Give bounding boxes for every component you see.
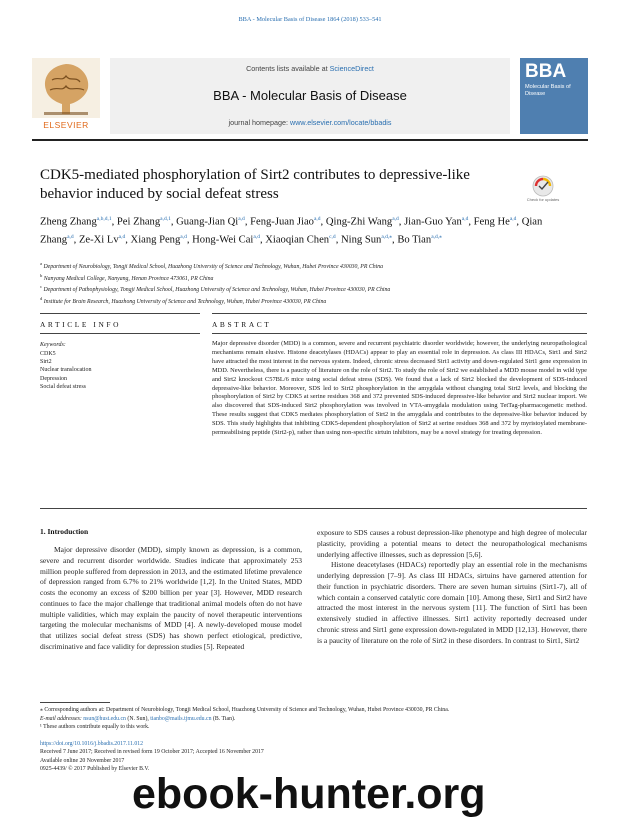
affiliation — [40, 260, 580, 272]
abstract-rule — [212, 313, 587, 314]
intro-left-column — [40, 545, 302, 653]
article-info-rule — [40, 313, 200, 314]
watermark: ebook-hunter.org — [132, 770, 486, 818]
masthead — [32, 58, 588, 136]
author-name[interactable]: Xiang Peng — [130, 234, 181, 246]
sciencedirect-link[interactable]: ScienceDirect — [329, 64, 374, 73]
email-link-tian[interactable]: tianbo@mails.tjmu.edu.cn — [150, 715, 212, 722]
keyword: Nuclear translocation — [40, 367, 92, 374]
footnotes — [40, 706, 585, 732]
author-name[interactable]: Ning Sun — [340, 234, 382, 246]
doi-link[interactable]: https://doi.org/10.1016/j.bbadis.2017.11.012 — [40, 741, 144, 747]
affiliation-text: Department of Neurobiology, Tongji Medical School, Huazhong University of Science and Technology, Wuhan, Hubei Province 430030, PR China — [42, 263, 384, 270]
contents-prefix: Contents lists available at — [246, 64, 328, 73]
author-affiliation-marks: a,d — [313, 216, 321, 222]
author-affiliation-marks: a,d — [509, 216, 517, 222]
intro-right-column — [317, 528, 587, 646]
abstract-heading: ABSTRACT — [212, 320, 272, 329]
introduction-heading: 1. Introduction — [40, 527, 89, 536]
email-name-tian: (B. Tian). — [212, 715, 236, 722]
email-link-sun[interactable]: nsun@hust.edu.cn — [83, 715, 126, 722]
keyword-list — [40, 350, 91, 391]
author-name[interactable]: Pei Zhang — [116, 216, 161, 228]
email-name-sun: (N. Sun), — [127, 715, 149, 722]
author-name[interactable]: Guang-Jian Qi — [176, 216, 239, 228]
affiliation-text: Department of Pathophysiology, Tongji Medical School, Huazhong University of Science and Technology, Wuhan, Hubei Province 430030, PR China — [42, 286, 391, 293]
keywords-label: Keywords: — [40, 342, 66, 348]
author-name[interactable]: Bo Tian — [397, 234, 432, 246]
article-title: CDK5-mediated phosphorylation of Sirt2 contributes to depressive-like behavior induced by social defeat stress — [40, 167, 470, 202]
author-affiliation-marks: a,b,d,1 — [96, 216, 112, 222]
intro-paragraph-3: Histone deacetylases (HDACs) reportedly play an essential role in the mechanisms underlying depression [7–9]. As class III HDACs, sirtuins have garnered attention for their function in psychiatric disorders. There are seven human sirtuins (Sirt1-7), all of which contain a conserved catalytic core domain [10]. Among these, Sirt1 and Sirt2 have attracted the most interest in the nervous system [11]. The function of Sirt1 has been extensively studied in affective illnesses. Sirt1 activity reportedly decreased under chronic stress and Sirt1 gene expression down-regulated in MDD [12,13]. However, there is a paucity of literature on the role of Sirt2 in these disorders. In contrast to Sirt1, Sirt2 — [317, 560, 587, 645]
elsevier-tree-icon — [32, 58, 100, 118]
article-info-rule-bottom — [40, 333, 200, 334]
keyword: Depression — [40, 375, 67, 382]
contents-line — [110, 64, 510, 73]
author-name[interactable]: Qing-Zhi Wang — [325, 216, 393, 228]
affiliation-list — [40, 260, 580, 306]
footnote-rule — [40, 702, 110, 703]
author-name[interactable]: Hong-Wei Cai — [192, 234, 254, 246]
author-name[interactable]: Xiaoqian Chen — [265, 234, 330, 246]
affiliation-mark: a — [40, 261, 43, 266]
journal-header — [110, 58, 510, 134]
equal-contribution-note: ¹ These authors contribute equally to this work. — [40, 724, 150, 730]
affiliation — [40, 283, 580, 295]
author-affiliation-marks: a,d,⁎ — [381, 233, 393, 240]
author-list: Zheng Zhang$^{a,b,d,1}$, Pei Zhang$^{a,d,1}$, Guang-Jian Qi$^{a,d}$, Feng-Juan Jiao$^{a,d}$, Qing-Zhi Wang$^{a,d}$, Jian-Guo Yan$^{a,d}$, Feng He$^{a,d}$, Qian Zhang$^{a,d}$, Ze-Xi Lv$^{a,d}$, Xiang Peng$^{a,d}$, Hong-Wei Cai$^{a,d}$, Xiaoqian Chen$^{c,d}$, Ning Sun$^{a,d,⁎}$, Bo Tian$^{a,d,⁎}$ — [40, 216, 543, 246]
cover-title: BBA — [525, 61, 567, 82]
author-affiliation-marks: a,d,⁎ — [431, 233, 442, 240]
copyright: 0925-4439/ © 2017 Published by Elsevier B.V. — [40, 765, 150, 772]
check-for-updates-badge[interactable] — [526, 174, 560, 204]
email-note — [40, 715, 585, 724]
author-name[interactable]: Ze-Xi Lv — [78, 234, 119, 246]
author-affiliation-marks: a,d — [392, 216, 399, 222]
intro-paragraph-2: exposure to SDS causes a robust depression-like phenotype and high degree of molecular plasticity, providing a potential means to detect the neuropathological mechanisms underlying affective illnesses, such as depression [5,6]. — [317, 528, 587, 559]
author-name[interactable]: Qian Zhang — [40, 216, 543, 246]
author-name[interactable]: Feng He — [473, 216, 510, 228]
keyword: Sirt2 — [40, 359, 52, 366]
author-affiliation-marks: c,d — [329, 233, 336, 240]
affiliation-text: Institute for Brain Research, Huazhong University of Science and Technology, Wuhan, Hubei Province 430030, PR China — [42, 298, 327, 305]
author-name[interactable]: Zheng Zhang — [40, 216, 97, 228]
author-affiliation-marks: a,d — [253, 233, 260, 240]
email-label: E-mail addresses: — [40, 715, 82, 722]
journal-citation[interactable]: BBA - Molecular Basis of Disease 1864 (2018) 533–541 — [238, 16, 382, 23]
affiliation — [40, 295, 580, 307]
homepage-link[interactable]: www.elsevier.com/locate/bbadis — [290, 118, 392, 127]
author-affiliation-marks: a,d — [461, 216, 469, 222]
author-name[interactable]: Jian-Guo Yan — [404, 216, 462, 228]
journal-cover[interactable] — [520, 58, 588, 134]
affiliation — [40, 272, 580, 284]
article-info-heading: ARTICLE INFO — [40, 320, 122, 329]
author-affiliation-marks: a,d — [238, 216, 245, 222]
abstract-end-rule — [40, 508, 587, 509]
author-affiliation-marks: a,d,1 — [160, 216, 171, 222]
keyword: Social defeat stress — [40, 383, 86, 390]
affiliation-text: Nanyang Medical College, Nanyang, Henan Province 473061, PR China — [42, 275, 214, 282]
journal-name: BBA - Molecular Basis of Disease — [213, 88, 407, 103]
available-online: Available online 20 November 2017 — [40, 757, 125, 764]
affiliation-mark: b — [40, 272, 43, 278]
article-history — [40, 740, 340, 773]
author-affiliation-marks: a,d — [118, 233, 126, 240]
masthead-divider — [32, 139, 588, 141]
corresponding-note: ⁎ Corresponding authors at: Department of Neurobiology, Tongji Medical School, Huazhong University of Science and Technology, Wuhan, Hubei Province 430030, PR China. — [40, 707, 450, 713]
badge-label: Check for updates — [526, 197, 560, 202]
cover-subtitle: Molecular Basis of Disease — [525, 84, 571, 97]
elsevier-logo[interactable] — [32, 58, 100, 130]
homepage-line — [110, 118, 510, 127]
received-dates: Received 7 June 2017; Received in revised form 19 October 2017; Accepted 16 November 2017 — [40, 749, 264, 756]
intro-paragraph-1: Major depressive disorder (MDD), simply known as depression, is a common, severe and recurrent disorder worldwide. Studies indicate that approximately 253 million people suffered from depression in 2013, and the estimated lifetime prevalence of depression ranged from 6.7% to 21% worldwide [1,2]. In the United States, MDD costs the economy an excess of $200 billion per year [3]. However, MDD research continues to face the major challenge that traditional animal models often do not have multiple validities, which may explain the paucity of novel therapeutic interventions targeting the molecular mechanisms of MDD [4]. A newly-developed mouse model that utilizes social defeat stress (SDS) has shown perfect etiological, predictive, discriminative and face validity for depression studies [5]. Repeated — [40, 545, 302, 651]
homepage-prefix: journal homepage: — [228, 118, 289, 127]
affiliation-mark: c — [40, 284, 43, 290]
author-affiliation-marks: a,d — [180, 233, 187, 240]
keyword: CDK5 — [40, 351, 56, 357]
publisher-name: ELSEVIER — [43, 120, 89, 130]
author-affiliation-marks: a,d — [67, 233, 74, 240]
check-for-updates-icon — [530, 174, 556, 198]
author-name[interactable]: Feng-Juan Jiao — [250, 216, 314, 228]
affiliation-mark: d — [40, 295, 43, 301]
abstract-text: Major depressive disorder (MDD) is a common, severe and recurrent psychiatric disorder worldwide; however, the underlying neuropathological mechanisms remain elusive. Histone deacetylases (HDACs) appear to play an essential role in depression. As class III HDACs, Sirt1 and Sirt2 have attracted the most interest in the nervous system. Indeed, chronic stress decreased Sirt1 activity and down-regulated Sirt1 gene expression in MDD. Nevertheless, there is a paucity of literature on the role of Sirt2. To study the role of Sirt2 we established a MDD mouse model in wild type and Sirt2 knockout C57BL/6 mice using social defeat stress (SDS). We found that a lack of Sirt2 blocked the development of SDS-induced depressive-like behavior. Moreover, SDS led to Sirt2 phosphorylation in the amygdala without changing total Sirt2 levels, and blocking the phosphorylation of Sirt2 by CDK5 at serine residues 368 and 372 prevented SDS-induced depressive-like behavior and Sirt2 nuclear import. We also discovered that SDS-induced Sirt2 phosphorylation was involved in VTA-amygdala modulation using TetTag-pharmacogenetic method. These results suggest that CDK5 mediates phosphorylation of Sirt2 in the amygdala and contributes to the depressive-like behavior induced by SDS. This study highlights that inhibiting CDK5-dependent phosphorylation of Sirt2 at serine residues 368 and 372 by myristoylated membrane-permeabilising peptide (Sirt2-p), rather than using non-specific sirtuin inhibitors, may be a novel strategy for treating depression. — [212, 340, 587, 437]
abstract-rule-bottom — [212, 333, 587, 334]
